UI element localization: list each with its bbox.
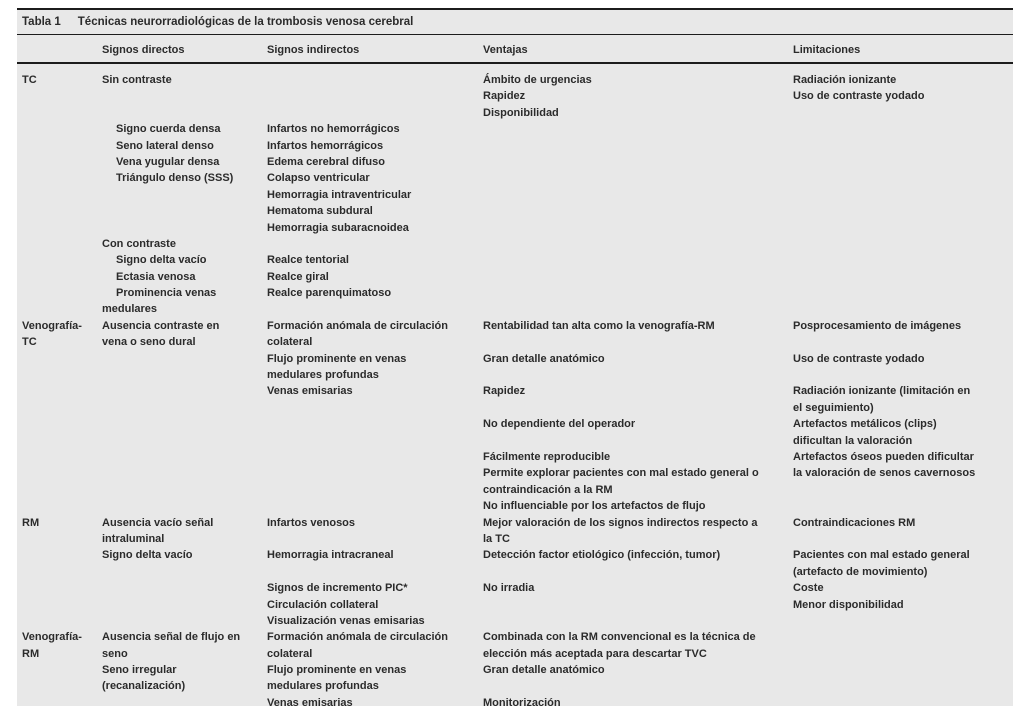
text-line: Visualización venas emisarias <box>267 614 425 627</box>
text-line: Seno irregular <box>102 664 177 677</box>
text-line: TC <box>22 74 37 86</box>
text-line: Triángulo denso (SSS) <box>116 172 234 185</box>
text-line: elección más aceptada para descartar TVC <box>483 647 707 660</box>
text-line: Edema cerebral difuso <box>267 155 385 168</box>
text-line <box>267 236 483 252</box>
text-line: Gran detalle anatómico <box>483 352 605 365</box>
text-line <box>102 105 267 121</box>
text-line: dificultan la valoración <box>793 434 913 447</box>
text-line <box>267 105 483 121</box>
text-line: medulares <box>102 303 158 316</box>
cell-ventajas <box>483 318 793 515</box>
col-header-signos-directos: Signos directos <box>102 44 185 56</box>
text-line: Uso de contraste yodado <box>793 352 925 365</box>
text-line: Hematoma subdural <box>267 205 373 218</box>
cell-limitaciones <box>793 629 1013 706</box>
text-line <box>793 531 1013 547</box>
section-rm <box>17 515 1013 630</box>
text-line: colateral <box>267 647 313 660</box>
text-line: Fácilmente reproducible <box>483 450 611 463</box>
text-line: Formación anómala de circulación <box>267 631 448 644</box>
text-line <box>267 72 483 88</box>
text-line: seno <box>102 647 128 660</box>
cell-indirectos <box>267 629 483 706</box>
text-line: Artefactos metálicos (clips) <box>793 418 937 431</box>
text-line: Flujo prominente en venas <box>267 664 407 677</box>
text-line: colateral <box>267 336 313 349</box>
cell-technique <box>22 629 102 706</box>
text-line: Con contraste <box>102 237 176 250</box>
text-line <box>483 334 793 350</box>
text-line: Venas emisarias <box>267 696 353 706</box>
cell-directos <box>102 72 267 318</box>
text-line: Ausencia señal de flujo en <box>102 631 241 644</box>
table-number: Tabla 1 <box>22 16 61 28</box>
text-line: Posprocesamiento de imágenes <box>793 319 962 332</box>
text-line: la valoración de senos cavernosos <box>793 467 976 480</box>
text-line: Coste <box>793 582 824 595</box>
text-line: Radiación ionizante <box>793 74 897 86</box>
section-venografia-tc <box>17 318 1013 515</box>
col-header-ventajas: Ventajas <box>483 44 528 56</box>
text-line: Rentabilidad tan alta como la venografía-RM <box>483 319 715 332</box>
text-line: TC <box>22 336 37 349</box>
text-line: el seguimiento) <box>793 401 874 414</box>
text-line: Signo delta vacío <box>116 254 207 267</box>
text-line <box>267 301 483 317</box>
text-line: Combinada con la RM convencional es la técnica de <box>483 631 756 644</box>
section-tc <box>17 72 1013 318</box>
text-line: Infartos hemorrágicos <box>267 139 384 152</box>
text-line: Flujo prominente en venas <box>267 352 407 365</box>
text-line: Venografía- <box>22 631 82 644</box>
text-line <box>267 564 483 580</box>
text-line: Realce tentorial <box>267 254 349 267</box>
text-line: Formación anómala de circulación <box>267 319 448 332</box>
col-header-signos-indirectos: Signos indirectos <box>267 44 360 56</box>
text-line: Ectasia venosa <box>116 270 196 283</box>
text-line <box>267 531 483 547</box>
text-line: Menor disponibilidad <box>793 598 904 611</box>
text-line: Realce parenquimatoso <box>267 287 392 300</box>
text-line <box>102 203 267 219</box>
text-line <box>483 564 793 580</box>
text-line: Gran detalle anatómico <box>483 664 605 677</box>
text-line: Vena yugular densa <box>116 155 220 168</box>
text-line: Signos de incremento PIC* <box>267 582 408 595</box>
text-line: Colapso ventricular <box>267 172 370 185</box>
cell-directos <box>102 318 267 515</box>
text-line: Venografía- <box>22 319 82 332</box>
text-line: (recanalización) <box>102 680 186 693</box>
text-line: Hemorragia subaracnoidea <box>267 221 409 234</box>
text-line: contraindicación a la RM <box>483 483 613 496</box>
cell-ventajas <box>483 629 793 706</box>
text-line: Rapidez <box>483 90 526 103</box>
text-line <box>793 334 1013 350</box>
text-line: (artefacto de movimiento) <box>793 565 928 578</box>
table-body <box>17 64 1013 706</box>
text-line: Circulación collateral <box>267 598 379 611</box>
text-line: Artefactos óseos pueden dificultar <box>793 450 974 463</box>
text-line: Sin contraste <box>102 74 172 86</box>
text-line: No irradia <box>483 582 535 595</box>
col-header-limitaciones: Limitaciones <box>793 44 861 56</box>
text-line: Mejor valoración de los signos indirectos respecto a <box>483 516 758 529</box>
text-line: intraluminal <box>102 532 165 545</box>
text-line <box>483 678 793 694</box>
cell-directos <box>102 629 267 706</box>
text-line: Contraindicaciones RM <box>793 516 916 529</box>
text-line: Prominencia venas <box>116 287 217 300</box>
text-line: Ausencia vacío señal <box>102 516 214 529</box>
text-line <box>793 367 1013 383</box>
section-venografia-rm <box>17 629 1013 706</box>
text-line: RM <box>22 647 40 660</box>
cell-ventajas <box>483 72 793 318</box>
text-line: vena o seno dural <box>102 336 196 349</box>
text-line: medulares profundas <box>267 680 379 693</box>
text-line: Signo cuerda densa <box>116 123 221 136</box>
text-line: Infartos venosos <box>267 516 356 529</box>
text-line <box>267 88 483 104</box>
text-line: No influenciable por los artefactos de flujo <box>483 500 706 513</box>
text-line: Uso de contraste yodado <box>793 90 925 103</box>
text-line: No dependiente del operador <box>483 418 636 431</box>
cell-technique <box>22 72 102 318</box>
text-line: Realce giral <box>267 270 329 283</box>
table-title-row <box>17 10 1013 35</box>
text-line: Permite explorar pacientes con mal estado general o <box>483 467 759 480</box>
text-line: Infartos no hemorrágicos <box>267 123 400 136</box>
text-line: Signo delta vacío <box>102 549 193 562</box>
text-line: Hemorragia intraventricular <box>267 188 412 201</box>
text-line <box>102 88 267 104</box>
text-line: Ámbito de urgencias <box>483 74 592 86</box>
cell-technique <box>22 318 102 515</box>
text-line: Radiación ionizante (limitación en <box>793 385 971 398</box>
table-tecnicas-neurorradiologicas <box>17 8 1013 706</box>
cell-directos <box>102 515 267 630</box>
table-caption: Técnicas neurorradiológicas de la trombosis venosa cerebral <box>77 16 414 28</box>
cell-ventajas <box>483 515 793 630</box>
text-line: Monitorización <box>483 696 561 706</box>
cell-limitaciones <box>793 72 1013 318</box>
text-line <box>102 220 267 236</box>
cell-indirectos <box>267 72 483 318</box>
text-line: Venas emisarias <box>267 385 353 398</box>
text-line: Detección factor etiológico (infección, tumor) <box>483 549 721 562</box>
column-header-row <box>17 35 1013 64</box>
text-line: Disponibilidad <box>483 106 559 119</box>
text-line <box>102 187 267 203</box>
text-line: Hemorragia intracraneal <box>267 549 394 562</box>
text-line: la TC <box>483 532 510 545</box>
text-line <box>483 367 793 383</box>
cell-indirectos <box>267 318 483 515</box>
text-line: Ausencia contraste en <box>102 319 220 332</box>
text-line: medulares profundas <box>267 369 379 382</box>
text-line: Rapidez <box>483 385 526 398</box>
text-line <box>483 433 793 449</box>
cell-limitaciones <box>793 515 1013 630</box>
col-header-spacer <box>22 44 102 62</box>
text-line: Pacientes con mal estado general <box>793 549 970 562</box>
text-line: RM <box>22 516 40 529</box>
text-line <box>483 400 793 416</box>
cell-limitaciones <box>793 318 1013 515</box>
text-line: Seno lateral denso <box>116 139 214 152</box>
cell-technique <box>22 515 102 630</box>
cell-indirectos <box>267 515 483 630</box>
